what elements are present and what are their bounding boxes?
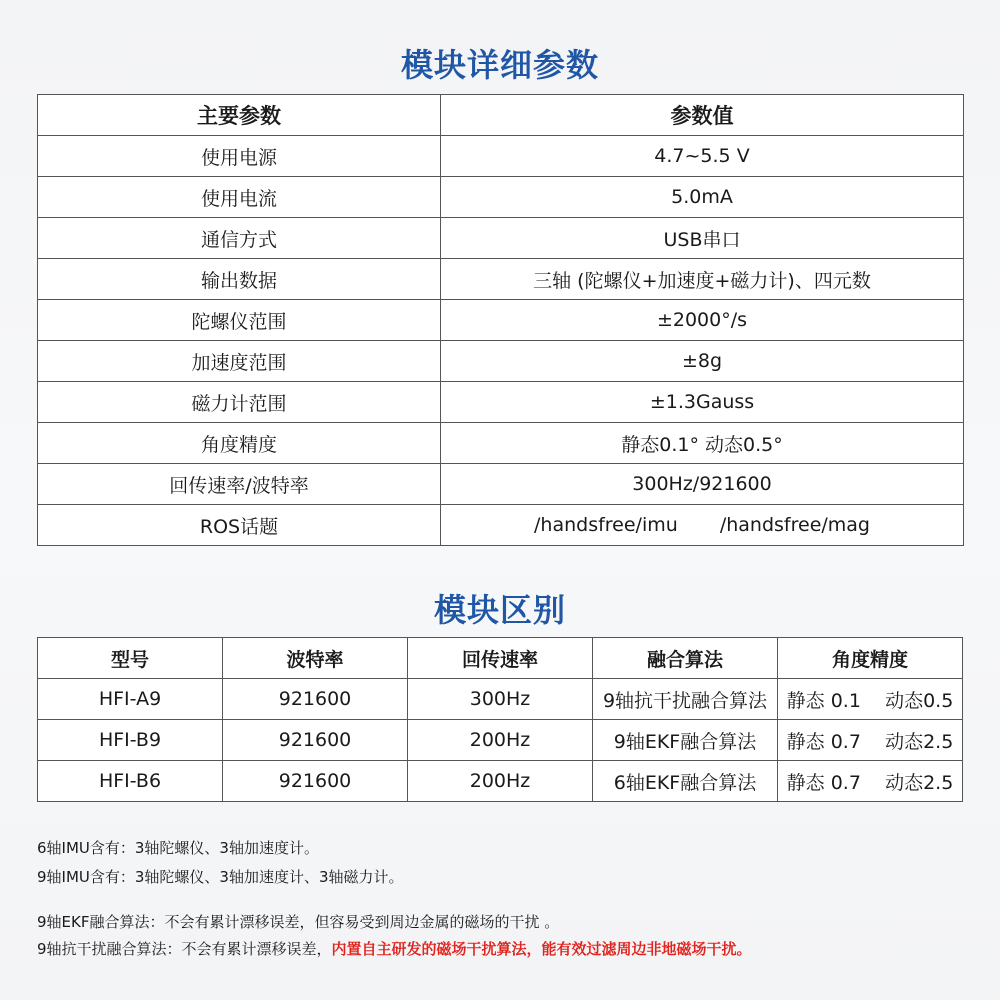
param-label: 输出数据 [38,259,441,300]
table-row [38,341,964,382]
table-row [38,720,963,761]
header-model: 型号 [38,638,223,679]
header-return-rate: 回传速率 [408,638,593,679]
table-row [38,259,964,300]
accuracy-cell: 静态 0.7 动态2.5 [778,720,963,761]
baud-cell: 921600 [223,761,408,802]
table-row [38,464,964,505]
algorithm-cell: 6轴EKF融合算法 [593,761,778,802]
param-label: 角度精度 [38,423,441,464]
models-section-title: 模块区别 [433,591,566,629]
model-cell: HFI-B9 [38,720,223,761]
models-header-row [38,638,963,679]
params-table [37,94,964,546]
param-label: 使用电流 [38,177,441,218]
algorithm-cell: 9轴EKF融合算法 [593,720,778,761]
model-cell: HFI-A9 [38,679,223,720]
table-row [38,136,964,177]
note-highlight-text: 内置自主研发的磁场干扰算法，能有效过滤周边非地磁场干扰。 [331,940,752,958]
param-value: ±8g [441,341,964,382]
note-6axis-imu: 6轴IMU含有：3轴陀螺仪、3轴加速度计。 [37,839,319,857]
param-label: 加速度范围 [38,341,441,382]
rate-cell: 300Hz [408,679,593,720]
note-anti-interference-algorithm [37,940,752,958]
table-row [38,382,964,423]
param-value: 三轴 (陀螺仪+加速度+磁力计)、四元数 [441,259,964,300]
note-9axis-imu: 9轴IMU含有：3轴陀螺仪、3轴加速度计、3轴磁力计。 [37,868,404,886]
table-row [38,505,964,546]
param-value: 4.7~5.5 V [441,136,964,177]
table-row [38,218,964,259]
param-label: 通信方式 [38,218,441,259]
note-ekf-algorithm: 9轴EKF融合算法：不会有累计漂移误差，但容易受到周边金属的磁场的干扰 。 [37,913,560,931]
header-angle-accuracy: 角度精度 [778,638,963,679]
param-value: 300Hz/921600 [441,464,964,505]
param-value: ±1.3Gauss [441,382,964,423]
header-param-value: 参数值 [441,95,964,136]
param-label: 使用电源 [38,136,441,177]
rate-cell: 200Hz [408,761,593,802]
header-fusion-algorithm: 融合算法 [593,638,778,679]
ros-topic-mag: /handsfree/mag [719,514,870,536]
table-row [38,177,964,218]
rate-cell: 200Hz [408,720,593,761]
accuracy-cell: 静态 0.1 动态0.5 [778,679,963,720]
accuracy-cell: 静态 0.7 动态2.5 [778,761,963,802]
model-cell: HFI-B6 [38,761,223,802]
params-section-title: 模块详细参数 [400,46,599,84]
param-value: 5.0mA [441,177,964,218]
baud-cell: 921600 [223,679,408,720]
table-row [38,679,963,720]
table-row [38,761,963,802]
params-header-row [38,95,964,136]
baud-cell: 921600 [223,720,408,761]
header-main-param: 主要参数 [38,95,441,136]
param-label: 回传速率/波特率 [38,464,441,505]
note-anti-interference-text: 9轴抗干扰融合算法：不会有累计漂移误差， [37,940,332,958]
ros-topics-cell [441,505,964,546]
models-table [37,637,963,802]
table-row [38,423,964,464]
param-label: 磁力计范围 [38,382,441,423]
param-label: ROS话题 [38,505,441,546]
header-baud-rate: 波特率 [223,638,408,679]
algorithm-cell: 9轴抗干扰融合算法 [593,679,778,720]
param-label: 陀螺仪范围 [38,300,441,341]
ros-topic-imu: /handsfree/imu [534,514,678,536]
param-value: 静态0.1° 动态0.5° [441,423,964,464]
table-row [38,300,964,341]
param-value: ±2000°/s [441,300,964,341]
param-value: USB串口 [441,218,964,259]
